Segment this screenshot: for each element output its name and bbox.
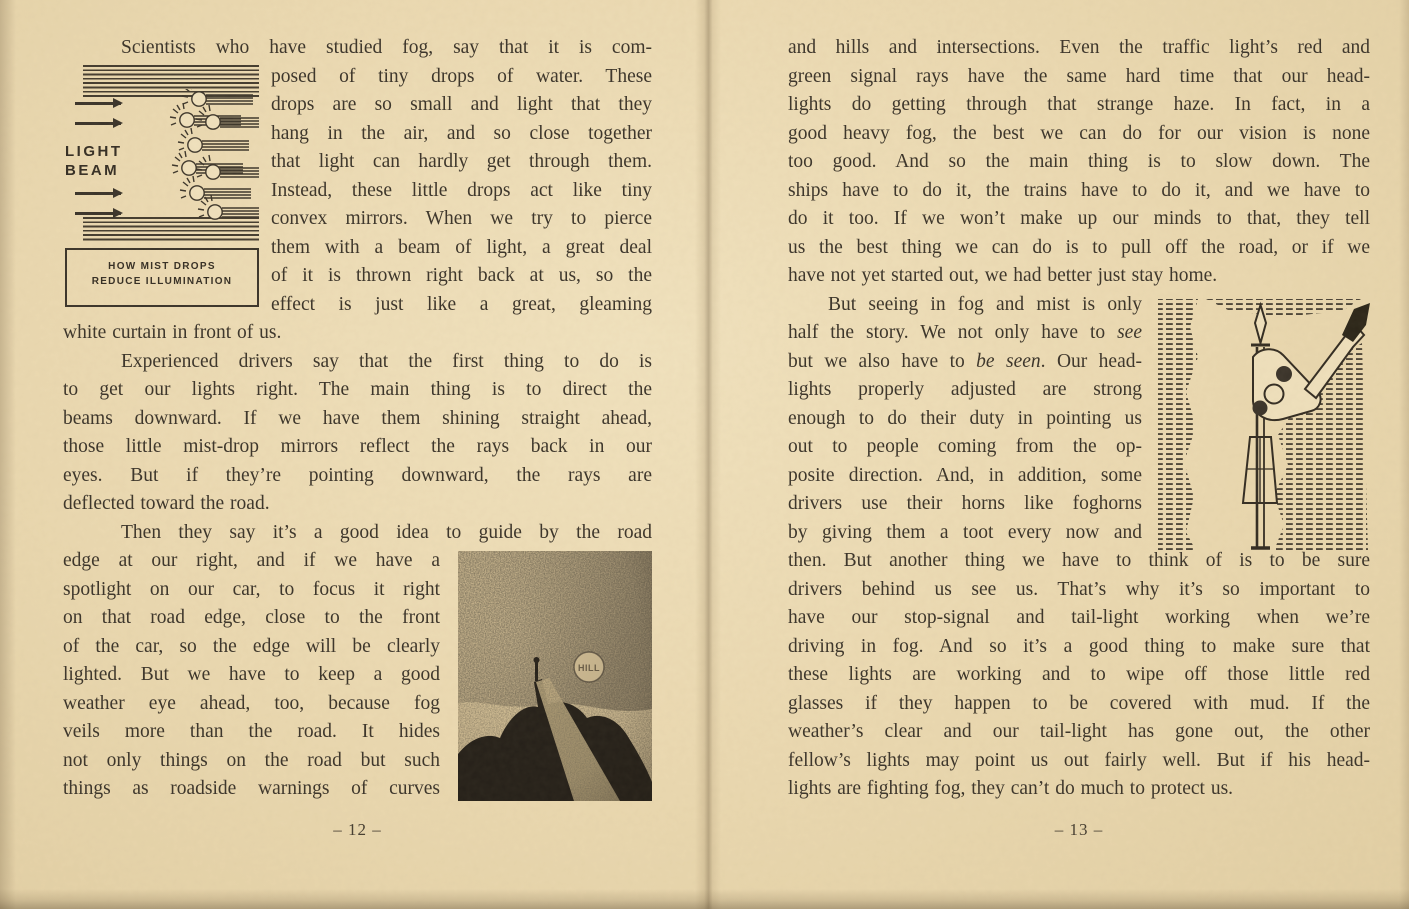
paragraph xyxy=(63,348,652,519)
foggy-road-photo-image xyxy=(458,551,652,801)
paragraph xyxy=(63,34,652,63)
text-line: driving in fog. And so it’s a good thing to make sure that xyxy=(788,635,1370,657)
text-line: and hills and intersections. Even the traffic light’s red and xyxy=(788,37,1370,58)
diagram-caption xyxy=(65,248,259,307)
text-line: glasses if they happen to be covered with mud. If the xyxy=(788,692,1370,714)
text-line: out to people coming from the op- xyxy=(788,436,1142,457)
text-line: on that road edge, close to the front xyxy=(63,607,440,628)
text-line: fellow’s lights may point us out fairly well. But if his head- xyxy=(788,749,1370,771)
foggy-road-photo xyxy=(458,551,652,801)
text-line: deflected toward the road. xyxy=(63,493,270,514)
text-line: posite direction. And, in addition, some xyxy=(788,464,1142,486)
text-line: spotlight on our car, to focus it right xyxy=(63,578,440,600)
text-line: lights properly adjusted are strong xyxy=(788,379,1142,400)
text-line: Experienced drivers say that the first thing to do is xyxy=(121,350,652,372)
semaphore-signal-image xyxy=(1156,297,1370,553)
text-line: drivers use their horns like foghorns xyxy=(788,493,1142,514)
mist-drops-icon xyxy=(157,89,259,225)
text-line: Scientists who have studied fog, say that it is com- xyxy=(121,37,652,58)
text-line: edge at our right, and if we have a xyxy=(63,550,440,571)
text-line: that light can hardly get through them. xyxy=(271,151,652,172)
page-number: – 13 – xyxy=(1054,819,1104,839)
caption-line: REDUCE ILLUMINATION xyxy=(91,275,233,287)
beam-label-line: LIGHT xyxy=(65,142,123,160)
paragraph xyxy=(63,519,652,548)
text-line: veils more than the road. It hides xyxy=(63,721,440,742)
page-number: – 12 – xyxy=(333,819,382,839)
text-line: hang in the air, and so close together xyxy=(271,122,652,144)
text-line: us the best thing we can do is to pull off the road, or if we xyxy=(788,236,1370,258)
text-line: things as roadside warnings of curves xyxy=(63,778,440,799)
text-line: effect is just like a great, gleaming xyxy=(271,293,652,315)
left-page xyxy=(63,34,652,840)
text-line: good heavy fog, the best we can do for our vision is none xyxy=(788,122,1370,144)
figure-text-wrap xyxy=(63,547,652,804)
wrapped-text xyxy=(63,547,440,804)
text-line: ships have to do it, the trains have to do it, and we have to xyxy=(788,179,1370,201)
text-line: lights do getting through that strange haze. In fact, in a xyxy=(788,94,1370,115)
text-line: not only things on the road but such xyxy=(63,749,440,771)
text-line: lights are fighting fog, they can’t do much to protect us. xyxy=(788,778,1234,799)
text-line: but we also have to be seen. Our head- xyxy=(788,350,1142,372)
text-line: enough to do their duty in pointing us xyxy=(788,407,1142,429)
text-line: eyes. But if they’re pointing downward, the rays are xyxy=(63,464,652,486)
text-line: white curtain in front of us. xyxy=(63,322,282,343)
figure-text-wrap xyxy=(63,63,652,320)
arrow-right-icon xyxy=(75,122,121,125)
arrow-right-icon xyxy=(75,192,121,195)
text-line: of it is thrown right back at us, so the xyxy=(271,265,652,286)
text-line: convex mirrors. When we try to pierce xyxy=(271,208,652,229)
page-bottom-edge-shadow xyxy=(0,889,1409,909)
page-right-edge-shadow xyxy=(1399,0,1409,909)
text-line: weather eye ahead, too, because fog xyxy=(63,692,440,714)
beam-label-line: BEAM xyxy=(65,161,120,179)
text-line: green signal rays have the same hard time that our head- xyxy=(788,65,1370,87)
text-line: by giving them a toot every now and xyxy=(788,521,1142,543)
text-line: those little mist-drop mirrors reflect the rays back in our xyxy=(63,436,652,457)
page-gutter-crease xyxy=(695,0,721,909)
text-line: too good. And so the main thing is to slow down. The xyxy=(788,151,1370,172)
text-line: them with a beam of light, a great deal xyxy=(271,236,652,258)
text-line: do it too. If we won’t make up our minds to that, they tell xyxy=(788,208,1370,229)
text-line: of the car, so the edge will be clearly xyxy=(63,635,440,657)
page-left-edge-shadow xyxy=(0,0,16,909)
text-line: to get our lights right. The main thing is to direct the xyxy=(63,379,652,400)
semaphore-signal-illustration xyxy=(1156,297,1370,553)
text-line: weather’s clear and our tail-light has gone out, the other xyxy=(788,721,1370,742)
right-page xyxy=(788,34,1370,840)
text-line: drops are so small and light that they xyxy=(271,94,652,115)
text-line: Then they say it’s a good idea to guide by the road xyxy=(121,521,652,543)
text-line: Instead, these little drops act like tiny xyxy=(271,179,652,201)
caption-line: HOW MIST DROPS xyxy=(108,260,216,272)
wrapped-text xyxy=(271,63,652,320)
text-line: half the story. We not only have to see xyxy=(788,322,1142,343)
text-line: have our stop-signal and tail-light working when we’re xyxy=(788,607,1370,628)
text-line: lighted. But we have to keep a good xyxy=(63,664,440,685)
text-line: these lights are working and to wipe off those little red xyxy=(788,664,1370,685)
text-line: But seeing in fog and mist is only xyxy=(828,293,1142,315)
text-line: drivers behind us see us. That’s why it’s so important to xyxy=(788,578,1370,600)
arrow-right-icon xyxy=(75,212,121,215)
light-beam-area xyxy=(63,97,259,217)
paragraph xyxy=(63,319,652,348)
text-line: have not yet started out, we had better just stay home. xyxy=(788,265,1218,286)
text-line: beams downward. If we have them shining straight ahead, xyxy=(63,407,652,429)
arrow-right-icon xyxy=(75,102,121,105)
paragraph xyxy=(788,547,1370,804)
wrapped-text xyxy=(788,291,1142,548)
mist-drops-diagram xyxy=(63,65,259,307)
text-line: posed of tiny drops of water. These xyxy=(271,65,652,87)
figure-text-wrap xyxy=(788,291,1370,548)
text-line: then. But another thing we have to think of is to be sure xyxy=(788,550,1370,571)
paragraph xyxy=(788,34,1370,291)
